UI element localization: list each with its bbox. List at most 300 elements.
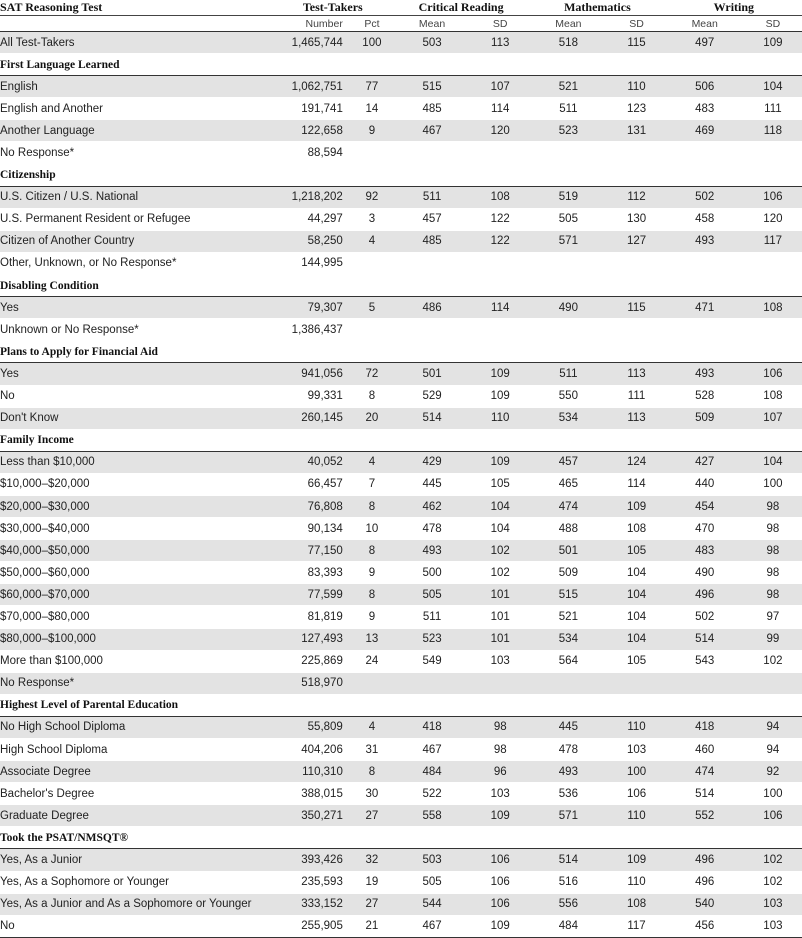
table-row	[0, 805, 802, 827]
cell-number: 144,995	[273, 252, 351, 274]
cell-math-sd: 106	[607, 783, 665, 805]
cell-writing-sd: 98	[744, 540, 802, 562]
cell-cr-mean: 486	[393, 297, 471, 319]
cell-cr-mean: 457	[393, 208, 471, 230]
cell-math-mean: 556	[529, 893, 607, 915]
table-row	[0, 120, 802, 142]
cell-cr-mean	[393, 672, 471, 694]
cell-writing-sd: 117	[744, 230, 802, 252]
cell-writing-sd	[744, 252, 802, 274]
cell-pct: 8	[351, 495, 393, 517]
cell-pct	[351, 142, 393, 164]
cell-math-mean: 478	[529, 739, 607, 761]
cell-cr-sd: 104	[471, 518, 529, 540]
subcol-math-mean: Mean	[529, 16, 607, 32]
subcol-math-sd: SD	[607, 16, 665, 32]
row-label: Another Language	[0, 120, 273, 142]
cell-math-sd: 112	[607, 186, 665, 208]
row-label: English	[0, 76, 273, 98]
row-label: No	[0, 385, 273, 407]
cell-cr-mean: 503	[393, 849, 471, 871]
cell-cr-mean: 503	[393, 32, 471, 54]
cell-writing-mean	[666, 252, 744, 274]
cell-cr-mean: 467	[393, 915, 471, 937]
cell-math-sd: 131	[607, 120, 665, 142]
cell-cr-sd	[471, 142, 529, 164]
table-row	[0, 650, 802, 672]
cell-writing-sd: 104	[744, 451, 802, 473]
row-label: Citizen of Another Country	[0, 230, 273, 252]
table-row	[0, 363, 802, 385]
table-row	[0, 319, 802, 341]
cell-writing-sd: 100	[744, 473, 802, 495]
row-label: Associate Degree	[0, 761, 273, 783]
cell-cr-mean	[393, 142, 471, 164]
cell-writing-mean: 506	[666, 76, 744, 98]
cell-cr-sd	[471, 672, 529, 694]
cell-writing-mean: 543	[666, 650, 744, 672]
table-row	[0, 98, 802, 120]
cell-pct	[351, 319, 393, 341]
cell-writing-mean: 474	[666, 761, 744, 783]
cell-cr-mean: 505	[393, 871, 471, 893]
cell-number: 235,593	[273, 871, 351, 893]
cell-pct: 8	[351, 385, 393, 407]
cell-pct: 77	[351, 76, 393, 98]
subcol-pct: Pct	[351, 16, 393, 32]
cell-writing-sd	[744, 142, 802, 164]
section-header-row	[0, 694, 802, 716]
cell-math-sd: 117	[607, 915, 665, 937]
cell-cr-sd: 106	[471, 893, 529, 915]
cell-writing-sd: 98	[744, 562, 802, 584]
cell-cr-sd: 120	[471, 120, 529, 142]
cell-pct: 21	[351, 915, 393, 937]
cell-pct: 9	[351, 606, 393, 628]
cell-cr-sd	[471, 319, 529, 341]
cell-number: 1,062,751	[273, 76, 351, 98]
cell-pct	[351, 252, 393, 274]
cell-writing-sd: 102	[744, 650, 802, 672]
cell-number: 191,741	[273, 98, 351, 120]
cell-number: 350,271	[273, 805, 351, 827]
cell-cr-sd: 108	[471, 186, 529, 208]
cell-cr-mean: 418	[393, 716, 471, 738]
cell-math-sd: 108	[607, 518, 665, 540]
row-label: $30,000–$40,000	[0, 518, 273, 540]
table-row	[0, 915, 802, 937]
cell-writing-mean: 497	[666, 32, 744, 54]
cell-pct	[351, 672, 393, 694]
cell-writing-mean: 456	[666, 915, 744, 937]
cell-writing-mean: 514	[666, 628, 744, 650]
cell-math-sd: 103	[607, 739, 665, 761]
cell-math-sd: 113	[607, 363, 665, 385]
cell-cr-sd: 114	[471, 297, 529, 319]
cell-pct: 3	[351, 208, 393, 230]
section-header-row	[0, 429, 802, 451]
cell-number: 260,145	[273, 407, 351, 429]
cell-math-mean: 534	[529, 628, 607, 650]
cell-number: 127,493	[273, 628, 351, 650]
cell-math-sd: 104	[607, 628, 665, 650]
cell-number: 66,457	[273, 473, 351, 495]
cell-writing-mean: 528	[666, 385, 744, 407]
header-subcolumn-row	[0, 16, 802, 32]
cell-pct: 8	[351, 540, 393, 562]
cell-math-mean: 505	[529, 208, 607, 230]
cell-pct: 8	[351, 761, 393, 783]
cell-cr-mean: 429	[393, 451, 471, 473]
cell-pct: 72	[351, 363, 393, 385]
cell-writing-sd: 97	[744, 606, 802, 628]
cell-writing-sd: 102	[744, 849, 802, 871]
cell-cr-sd: 101	[471, 606, 529, 628]
row-label: No Response*	[0, 142, 273, 164]
cell-math-sd: 114	[607, 473, 665, 495]
cell-cr-sd: 103	[471, 783, 529, 805]
row-label: Unknown or No Response*	[0, 319, 273, 341]
cell-cr-sd: 98	[471, 739, 529, 761]
cell-cr-mean: 505	[393, 584, 471, 606]
table-row	[0, 628, 802, 650]
table-title: SAT Reasoning Test	[0, 0, 273, 16]
group-mathematics: Mathematics	[529, 0, 665, 16]
cell-writing-sd: 103	[744, 893, 802, 915]
cell-number: 77,599	[273, 584, 351, 606]
cell-cr-sd: 106	[471, 849, 529, 871]
cell-writing-mean: 540	[666, 893, 744, 915]
row-label: $80,000–$100,000	[0, 628, 273, 650]
cell-writing-sd: 103	[744, 915, 802, 937]
cell-pct: 92	[351, 186, 393, 208]
cell-pct: 27	[351, 805, 393, 827]
row-label: $40,000–$50,000	[0, 540, 273, 562]
row-label: No Response*	[0, 672, 273, 694]
cell-writing-mean: 460	[666, 739, 744, 761]
row-label: Other, Unknown, or No Response*	[0, 252, 273, 274]
table-row	[0, 716, 802, 738]
cell-math-mean: 484	[529, 915, 607, 937]
row-label: $20,000–$30,000	[0, 495, 273, 517]
cell-number: 941,056	[273, 363, 351, 385]
section-title: Disabling Condition	[0, 275, 802, 297]
cell-math-mean	[529, 672, 607, 694]
cell-cr-sd	[471, 252, 529, 274]
table-row	[0, 518, 802, 540]
section-title: Family Income	[0, 429, 802, 451]
cell-math-mean: 571	[529, 805, 607, 827]
cell-math-mean: 536	[529, 783, 607, 805]
cell-writing-sd: 99	[744, 628, 802, 650]
cell-math-mean: 521	[529, 606, 607, 628]
table-row	[0, 849, 802, 871]
cell-writing-mean: 418	[666, 716, 744, 738]
cell-pct: 5	[351, 297, 393, 319]
row-label: High School Diploma	[0, 739, 273, 761]
cell-math-mean: 457	[529, 451, 607, 473]
cell-cr-mean: 522	[393, 783, 471, 805]
subcol-number: Number	[273, 16, 351, 32]
cell-writing-mean	[666, 672, 744, 694]
cell-math-sd: 124	[607, 451, 665, 473]
section-header-row	[0, 827, 802, 849]
cell-math-mean: 534	[529, 407, 607, 429]
cell-math-sd: 110	[607, 805, 665, 827]
cell-math-mean: 488	[529, 518, 607, 540]
cell-cr-mean: 484	[393, 761, 471, 783]
table-row	[0, 495, 802, 517]
table-row	[0, 32, 802, 54]
cell-pct: 24	[351, 650, 393, 672]
subcol-writing-sd: SD	[744, 16, 802, 32]
cell-math-sd: 113	[607, 407, 665, 429]
cell-math-mean: 564	[529, 650, 607, 672]
subcol-writing-mean: Mean	[666, 16, 744, 32]
cell-cr-sd: 109	[471, 451, 529, 473]
cell-number: 1,386,437	[273, 319, 351, 341]
row-label: No High School Diploma	[0, 716, 273, 738]
cell-cr-sd: 109	[471, 385, 529, 407]
cell-writing-sd: 106	[744, 186, 802, 208]
cell-writing-mean: 483	[666, 540, 744, 562]
cell-cr-mean: 558	[393, 805, 471, 827]
row-label: Yes	[0, 297, 273, 319]
cell-cr-mean: 493	[393, 540, 471, 562]
cell-math-sd: 127	[607, 230, 665, 252]
row-label: No	[0, 915, 273, 937]
cell-writing-mean: 427	[666, 451, 744, 473]
cell-cr-sd: 96	[471, 761, 529, 783]
cell-pct: 14	[351, 98, 393, 120]
cell-cr-sd: 110	[471, 407, 529, 429]
cell-cr-mean: 467	[393, 739, 471, 761]
cell-number: 90,134	[273, 518, 351, 540]
cell-writing-sd: 92	[744, 761, 802, 783]
row-label: $50,000–$60,000	[0, 562, 273, 584]
table-row	[0, 739, 802, 761]
cell-cr-sd: 109	[471, 915, 529, 937]
cell-cr-sd: 104	[471, 495, 529, 517]
table-row	[0, 562, 802, 584]
cell-math-sd	[607, 252, 665, 274]
cell-math-sd: 111	[607, 385, 665, 407]
cell-cr-mean: 514	[393, 407, 471, 429]
row-label: More than $100,000	[0, 650, 273, 672]
cell-writing-mean	[666, 319, 744, 341]
row-label: Yes	[0, 363, 273, 385]
cell-writing-mean: 514	[666, 783, 744, 805]
cell-number: 99,331	[273, 385, 351, 407]
cell-writing-mean: 440	[666, 473, 744, 495]
cell-writing-sd: 102	[744, 871, 802, 893]
cell-cr-mean: 445	[393, 473, 471, 495]
row-label: $10,000–$20,000	[0, 473, 273, 495]
cell-number: 333,152	[273, 893, 351, 915]
table-row	[0, 761, 802, 783]
cell-pct: 7	[351, 473, 393, 495]
cell-writing-mean: 454	[666, 495, 744, 517]
header-group-row	[0, 0, 802, 16]
cell-number: 1,218,202	[273, 186, 351, 208]
cell-number: 110,310	[273, 761, 351, 783]
cell-cr-mean: 523	[393, 628, 471, 650]
row-label: Yes, As a Junior	[0, 849, 273, 871]
cell-cr-sd: 122	[471, 208, 529, 230]
cell-writing-mean: 502	[666, 186, 744, 208]
cell-math-sd: 115	[607, 297, 665, 319]
cell-writing-mean: 493	[666, 230, 744, 252]
cell-writing-sd: 106	[744, 363, 802, 385]
cell-writing-sd	[744, 319, 802, 341]
section-header-row	[0, 341, 802, 363]
cell-writing-mean: 483	[666, 98, 744, 120]
cell-writing-mean: 490	[666, 562, 744, 584]
cell-writing-sd: 108	[744, 385, 802, 407]
cell-math-sd	[607, 319, 665, 341]
cell-writing-mean: 458	[666, 208, 744, 230]
section-header-row	[0, 164, 802, 186]
table-row	[0, 142, 802, 164]
cell-writing-mean: 496	[666, 584, 744, 606]
cell-cr-sd: 106	[471, 871, 529, 893]
header-blank	[0, 16, 273, 32]
cell-cr-mean: 529	[393, 385, 471, 407]
cell-cr-mean: 485	[393, 230, 471, 252]
cell-writing-sd: 104	[744, 76, 802, 98]
cell-math-sd: 110	[607, 76, 665, 98]
cell-cr-sd: 107	[471, 76, 529, 98]
cell-cr-sd: 105	[471, 473, 529, 495]
cell-writing-sd: 108	[744, 297, 802, 319]
cell-math-mean: 511	[529, 98, 607, 120]
cell-math-mean: 501	[529, 540, 607, 562]
cell-cr-sd: 102	[471, 540, 529, 562]
cell-math-mean: 465	[529, 473, 607, 495]
cell-math-mean: 516	[529, 871, 607, 893]
cell-pct: 8	[351, 584, 393, 606]
row-label: Bachelor's Degree	[0, 783, 273, 805]
cell-writing-mean: 469	[666, 120, 744, 142]
cell-writing-sd: 94	[744, 716, 802, 738]
cell-math-mean: 511	[529, 363, 607, 385]
cell-writing-sd: 118	[744, 120, 802, 142]
cell-math-mean: 474	[529, 495, 607, 517]
cell-number: 88,594	[273, 142, 351, 164]
cell-cr-mean: 549	[393, 650, 471, 672]
cell-number: 81,819	[273, 606, 351, 628]
cell-writing-sd: 98	[744, 495, 802, 517]
table-row	[0, 297, 802, 319]
group-test-takers: Test-Takers	[273, 0, 393, 16]
row-label: English and Another	[0, 98, 273, 120]
cell-cr-mean: 500	[393, 562, 471, 584]
cell-number: 40,052	[273, 451, 351, 473]
cell-number: 122,658	[273, 120, 351, 142]
table-row	[0, 385, 802, 407]
section-header-row	[0, 275, 802, 297]
row-label: Yes, As a Sophomore or Younger	[0, 871, 273, 893]
cell-math-sd: 115	[607, 32, 665, 54]
cell-math-mean: 518	[529, 32, 607, 54]
cell-cr-sd: 109	[471, 805, 529, 827]
table-row	[0, 76, 802, 98]
cell-writing-mean: 502	[666, 606, 744, 628]
cell-number: 1,465,744	[273, 32, 351, 54]
cell-writing-sd: 109	[744, 32, 802, 54]
table-row	[0, 473, 802, 495]
cell-math-sd: 105	[607, 650, 665, 672]
table-row	[0, 407, 802, 429]
cell-math-sd: 105	[607, 540, 665, 562]
section-title: Highest Level of Parental Education	[0, 694, 802, 716]
cell-math-sd: 130	[607, 208, 665, 230]
table-row	[0, 606, 802, 628]
group-writing: Writing	[666, 0, 802, 16]
cell-math-sd: 123	[607, 98, 665, 120]
row-label: U.S. Permanent Resident or Refugee	[0, 208, 273, 230]
cell-number: 77,150	[273, 540, 351, 562]
cell-writing-sd: 120	[744, 208, 802, 230]
cell-writing-sd: 100	[744, 783, 802, 805]
cell-pct: 20	[351, 407, 393, 429]
cell-cr-sd: 102	[471, 562, 529, 584]
cell-cr-sd: 101	[471, 584, 529, 606]
cell-cr-sd: 101	[471, 628, 529, 650]
cell-number: 58,250	[273, 230, 351, 252]
section-title: First Language Learned	[0, 54, 802, 76]
cell-math-mean: 515	[529, 584, 607, 606]
cell-writing-sd: 111	[744, 98, 802, 120]
cell-math-mean: 509	[529, 562, 607, 584]
cell-pct: 100	[351, 32, 393, 54]
cell-math-sd: 109	[607, 849, 665, 871]
cell-cr-sd: 98	[471, 716, 529, 738]
cell-pct: 4	[351, 451, 393, 473]
cell-number: 255,905	[273, 915, 351, 937]
cell-math-mean: 493	[529, 761, 607, 783]
cell-math-sd: 104	[607, 606, 665, 628]
cell-number: 83,393	[273, 562, 351, 584]
cell-writing-mean	[666, 142, 744, 164]
cell-number: 388,015	[273, 783, 351, 805]
cell-math-sd	[607, 142, 665, 164]
cell-math-sd: 110	[607, 716, 665, 738]
table-row	[0, 230, 802, 252]
row-label: Graduate Degree	[0, 805, 273, 827]
cell-number: 79,307	[273, 297, 351, 319]
table-row	[0, 672, 802, 694]
cell-pct: 4	[351, 716, 393, 738]
cell-cr-sd: 103	[471, 650, 529, 672]
table-body	[0, 32, 802, 938]
row-label: $60,000–$70,000	[0, 584, 273, 606]
section-title: Citizenship	[0, 164, 802, 186]
cell-cr-sd: 113	[471, 32, 529, 54]
cell-writing-mean: 470	[666, 518, 744, 540]
cell-writing-sd	[744, 672, 802, 694]
cell-pct: 13	[351, 628, 393, 650]
row-label: All Test-Takers	[0, 32, 273, 54]
cell-math-mean: 445	[529, 716, 607, 738]
cell-writing-mean: 552	[666, 805, 744, 827]
cell-math-sd: 108	[607, 893, 665, 915]
table-row	[0, 871, 802, 893]
table-row	[0, 252, 802, 274]
cell-pct: 10	[351, 518, 393, 540]
cell-pct: 19	[351, 871, 393, 893]
table-row	[0, 783, 802, 805]
